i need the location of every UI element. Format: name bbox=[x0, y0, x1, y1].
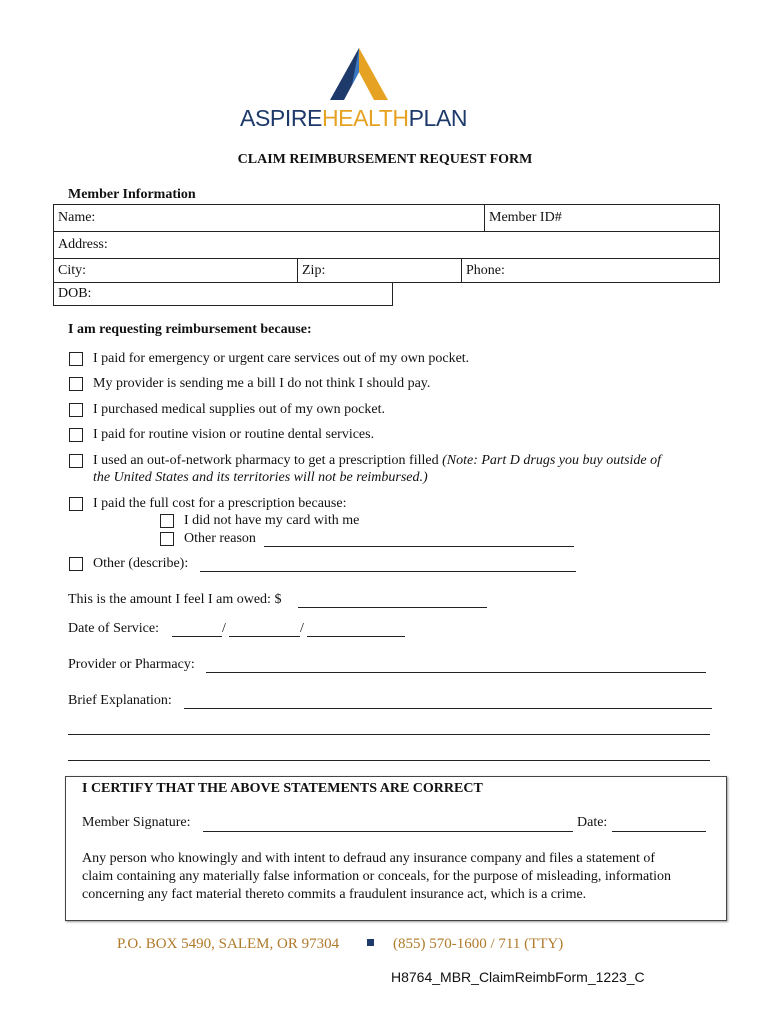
explanation-line-3[interactable] bbox=[68, 760, 710, 761]
provider-line[interactable] bbox=[206, 672, 706, 673]
reason-pharmacy-note: (Note: Part D drugs you buy outside of bbox=[442, 453, 662, 468]
other-describe-line[interactable] bbox=[200, 571, 576, 572]
form-code: H8764_MBR_ClaimReimbForm_1223_C bbox=[391, 969, 645, 985]
checkbox-other[interactable] bbox=[69, 557, 83, 571]
name-row[interactable] bbox=[53, 204, 720, 232]
fraud-warning-line-1: Any person who knowingly and with intent to defraud any insurance company and files a statement of bbox=[82, 851, 656, 866]
explanation-label: Brief Explanation: bbox=[68, 693, 172, 708]
reason-bill: My provider is sending me a bill I do not think I should pay. bbox=[93, 376, 431, 391]
footer-address: P.O. BOX 5490, SALEM, OR 97304 bbox=[117, 936, 340, 952]
service-date-month-line[interactable] bbox=[172, 636, 222, 637]
address-label: Address: bbox=[58, 237, 108, 252]
dob-label: DOB: bbox=[58, 286, 92, 301]
reason-pharmacy-text: I used an out-of-network pharmacy to get a prescription filled bbox=[93, 453, 439, 468]
provider-label: Provider or Pharmacy: bbox=[68, 657, 195, 672]
service-date-day-line[interactable] bbox=[229, 636, 300, 637]
checkbox-supplies[interactable] bbox=[69, 403, 83, 417]
checkbox-bill[interactable] bbox=[69, 377, 83, 391]
amount-line[interactable] bbox=[298, 607, 487, 608]
amount-label: This is the amount I feel I am owed: $ bbox=[68, 592, 282, 607]
reason-other-reason: Other reason bbox=[184, 531, 256, 546]
city-divider bbox=[297, 258, 298, 283]
zip-divider bbox=[461, 258, 462, 283]
address-row[interactable] bbox=[53, 231, 720, 259]
reason-no-card: I did not have my card with me bbox=[184, 513, 360, 528]
logo-plan: PLAN bbox=[408, 105, 468, 131]
fraud-warning-line-3: concerning any fact material thereto commits a fraudulent insurance act, which is a crime. bbox=[82, 887, 587, 902]
member-id-label: Member ID# bbox=[489, 210, 562, 225]
signature-date-line[interactable] bbox=[612, 831, 706, 832]
footer-bullet-icon bbox=[367, 939, 374, 946]
checkbox-full-cost[interactable] bbox=[69, 497, 83, 511]
signature-line[interactable] bbox=[203, 831, 573, 832]
fraud-warning-line-2: claim containing any materially false information or conceals, for the purpose of misleading, information bbox=[82, 869, 671, 884]
form-title: CLAIM REIMBURSEMENT REQUEST FORM bbox=[237, 152, 533, 167]
service-date-year-line[interactable] bbox=[307, 636, 405, 637]
dob-row[interactable] bbox=[53, 282, 393, 306]
name-label: Name: bbox=[58, 210, 96, 225]
explanation-line-1[interactable] bbox=[184, 708, 712, 709]
reason-vision: I paid for routine vision or routine dental services. bbox=[93, 427, 375, 442]
checkbox-no-card[interactable] bbox=[160, 514, 174, 528]
reasons-heading: I am requesting reimbursement because: bbox=[68, 322, 312, 337]
reason-pharmacy-note-cont: the United States and its territories will not be reimbursed.) bbox=[93, 470, 428, 485]
checkbox-emergency[interactable] bbox=[69, 352, 83, 366]
member-info-heading: Member Information bbox=[68, 187, 196, 202]
city-label: City: bbox=[58, 263, 87, 278]
signature-label: Member Signature: bbox=[82, 815, 191, 830]
checkbox-vision[interactable] bbox=[69, 428, 83, 442]
service-date-label: Date of Service: bbox=[68, 621, 159, 636]
checkbox-other-reason[interactable] bbox=[160, 532, 174, 546]
signature-date-label: Date: bbox=[577, 815, 608, 830]
logo-health: HEALTH bbox=[321, 105, 409, 131]
footer-phone: (855) 570-1600 / 711 (TTY) bbox=[393, 936, 564, 952]
reason-other: Other (describe): bbox=[93, 556, 189, 571]
logo-wordmark bbox=[240, 104, 467, 132]
reason-pharmacy bbox=[93, 453, 661, 469]
phone-label: Phone: bbox=[466, 263, 505, 278]
logo-aspire: ASPIRE bbox=[240, 105, 322, 131]
logo-triangle-icon bbox=[330, 48, 388, 100]
name-divider bbox=[484, 204, 485, 232]
reason-full-cost: I paid the full cost for a prescription because: bbox=[93, 496, 347, 511]
explanation-line-2[interactable] bbox=[68, 734, 710, 735]
other-reason-line[interactable] bbox=[264, 546, 574, 547]
reason-supplies: I purchased medical supplies out of my own pocket. bbox=[93, 402, 385, 417]
certify-heading: I CERTIFY THAT THE ABOVE STATEMENTS ARE CORRECT bbox=[82, 781, 483, 796]
checkbox-pharmacy[interactable] bbox=[69, 454, 83, 468]
city-row[interactable] bbox=[53, 258, 720, 283]
service-date-sep-2: / bbox=[300, 621, 304, 636]
zip-label: Zip: bbox=[302, 263, 326, 278]
reason-emergency: I paid for emergency or urgent care services out of my own pocket. bbox=[93, 351, 470, 366]
service-date-sep-1: / bbox=[222, 621, 226, 636]
